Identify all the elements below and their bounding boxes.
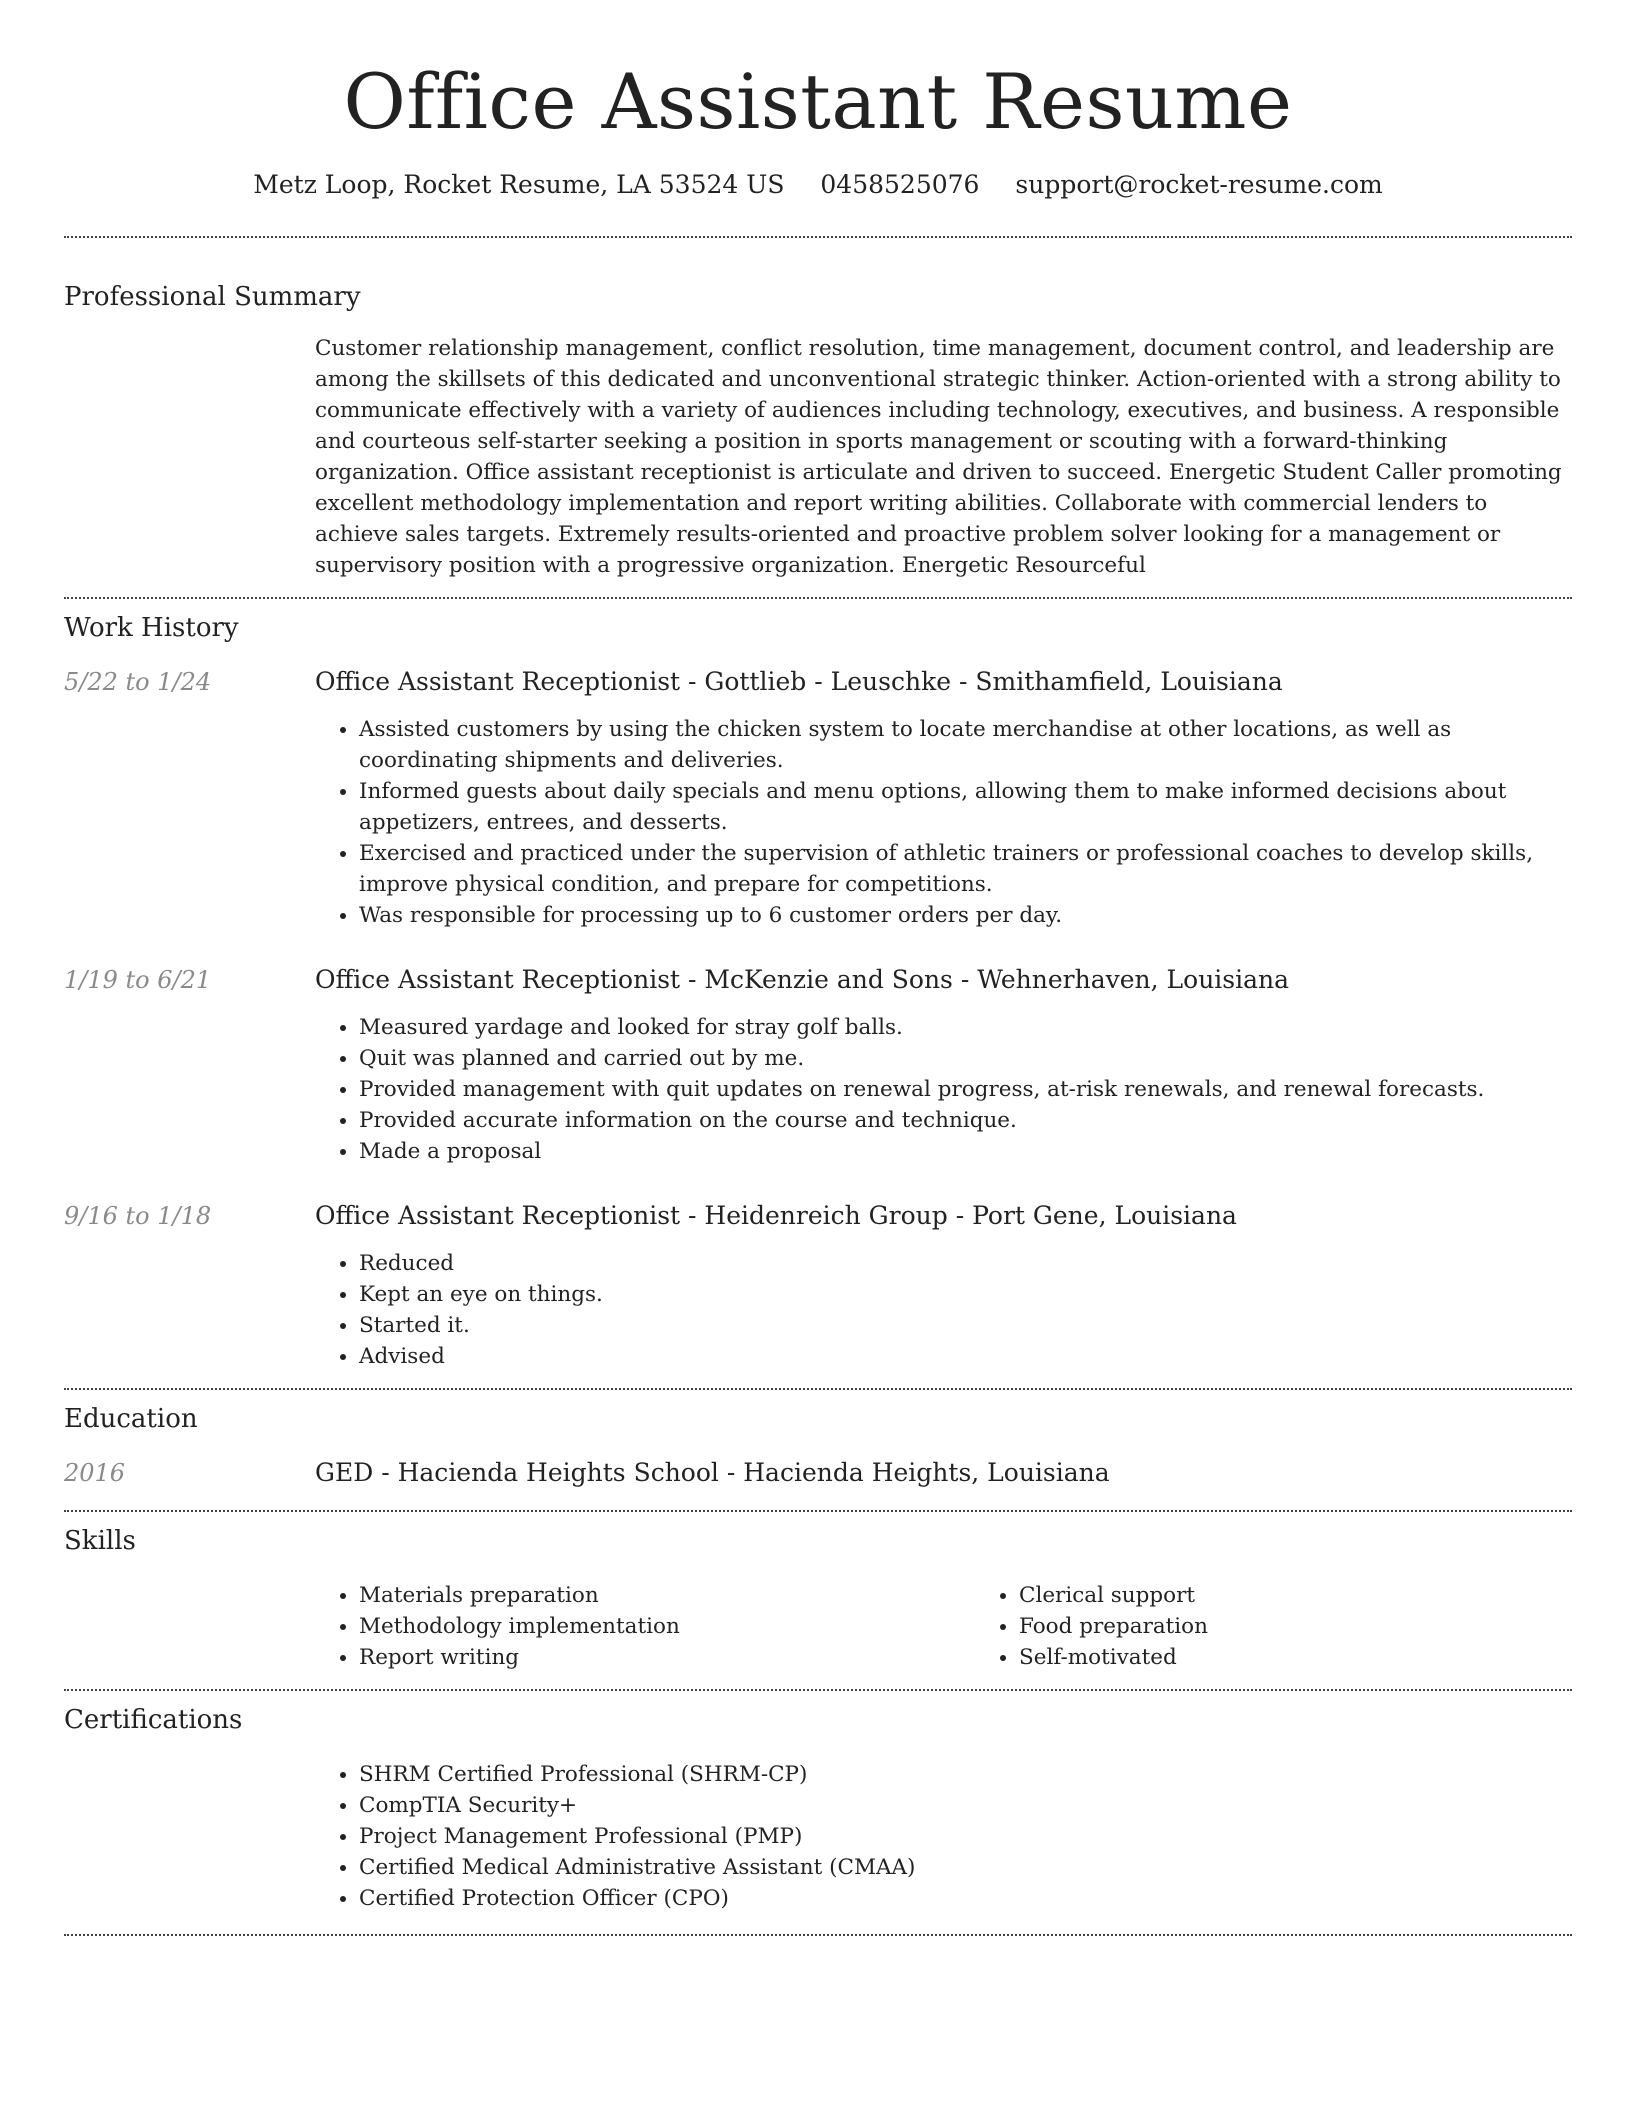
skill-item: • Materials preparation <box>359 1580 975 1611</box>
divider <box>64 1388 1572 1390</box>
job-duty: • Reduced <box>359 1248 1572 1279</box>
skills-list-col-1 <box>315 1580 975 1673</box>
job-duty: • Exercised and practiced under the supervision of athletic trainers or professional coaches to develop skills, improve physical condition, and prepare for competitions. <box>359 838 1572 900</box>
job-entry <box>64 963 1572 1167</box>
summary-text: Customer relationship management, conflict resolution, time management, document control, and leadership are among the skillsets of this dedicated and unconventional strategic thinker. Action-oriented with a strong ability to communicate effectively with a variety of audiences including technology, executives, and business. A responsible and courteous self-starter seeking a position in sports management or scouting with a forward-thinking organization. Office assistant receptionist is articulate and driven to succeed. Energetic Student Caller promoting excellent methodology implementation and report writing abilities. Collaborate with commercial lenders to achieve sales targets. Extremely results-oriented and proactive problem solver looking for a management or supervisory position with a progressive organization. Energetic Resourceful <box>315 336 1562 578</box>
job-title: Office Assistant Receptionist - McKenzie and Sons - Wehnerhaven, Louisiana <box>315 965 1290 994</box>
job-duties-list <box>315 1012 1572 1167</box>
certifications-row <box>64 1759 1572 1914</box>
contact-address: Metz Loop, Rocket Resume, LA 53524 US <box>253 170 785 199</box>
divider <box>64 236 1572 238</box>
contact-phone: 0458525076 <box>820 170 980 199</box>
certification-item: • Certified Medical Administrative Assistant (CMAA) <box>359 1852 1572 1883</box>
job-duty: • Kept an eye on things. <box>359 1279 1572 1310</box>
section-title-summary: Professional Summary <box>64 282 361 312</box>
skill-item: • Report writing <box>359 1642 975 1673</box>
job-duty: • Quit was planned and carried out by me. <box>359 1043 1572 1074</box>
skill-item: • Food preparation <box>1019 1611 1572 1642</box>
section-title-certifications: Certifications <box>64 1705 243 1735</box>
skill-item: • Clerical support <box>1019 1580 1572 1611</box>
education-entry <box>64 1456 1572 1490</box>
contact-line <box>64 168 1572 202</box>
divider <box>64 597 1572 599</box>
divider <box>64 1934 1572 1936</box>
job-title: Office Assistant Receptionist - Heidenreich Group - Port Gene, Louisiana <box>315 1201 1237 1230</box>
section-title-education: Education <box>64 1404 198 1434</box>
job-duty: • Informed guests about daily specials and menu options, allowing them to make informed decisions about appetizers, entrees, and desserts. <box>359 776 1572 838</box>
education-degree: GED - Hacienda Heights School - Hacienda Heights, Louisiana <box>315 1458 1110 1487</box>
job-dates: 9/16 to 1/18 <box>64 1202 212 1230</box>
job-dates: 5/22 to 1/24 <box>64 668 212 696</box>
job-title: Office Assistant Receptionist - Gottlieb - Leuschke - Smithamfield, Louisiana <box>315 667 1283 696</box>
job-entry <box>64 1199 1572 1372</box>
job-dates: 1/19 to 6/21 <box>64 966 212 994</box>
contact-email: support@rocket-resume.com <box>1015 170 1383 199</box>
skill-item: • Methodology implementation <box>359 1611 975 1642</box>
skills-list-col-2 <box>975 1580 1572 1673</box>
certification-item: • Project Management Professional (PMP) <box>359 1821 1572 1852</box>
resume-title: Office Assistant Resume <box>343 57 1293 146</box>
skills-row <box>64 1580 1572 1673</box>
certification-item: • SHRM Certified Professional (SHRM-CP) <box>359 1759 1572 1790</box>
job-duty: • Made a proposal <box>359 1136 1572 1167</box>
job-duty: • Provided accurate information on the course and technique. <box>359 1105 1572 1136</box>
certification-item: • Certified Protection Officer (CPO) <box>359 1883 1572 1914</box>
divider <box>64 1689 1572 1691</box>
section-title-work-history: Work History <box>64 613 239 643</box>
summary-row <box>64 333 1572 581</box>
job-duties-list <box>315 714 1572 931</box>
skill-item: • Self-motivated <box>1019 1642 1572 1673</box>
divider <box>64 1510 1572 1512</box>
job-entry <box>64 665 1572 931</box>
certification-item: • CompTIA Security+ <box>359 1790 1572 1821</box>
job-duty: • Advised <box>359 1341 1572 1372</box>
job-duty: • Assisted customers by using the chicken system to locate merchandise at other locations, as well as coordinating shipments and deliveries. <box>359 714 1572 776</box>
job-duty: • Was responsible for processing up to 6 customer orders per day. <box>359 900 1572 931</box>
job-duties-list <box>315 1248 1572 1372</box>
job-duty: • Started it. <box>359 1310 1572 1341</box>
resume-page <box>64 0 1572 1936</box>
certifications-list <box>315 1759 1572 1914</box>
job-duty: • Measured yardage and looked for stray golf balls. <box>359 1012 1572 1043</box>
section-title-skills: Skills <box>64 1526 136 1556</box>
education-year: 2016 <box>64 1459 126 1487</box>
job-duty: • Provided management with quit updates on renewal progress, at-risk renewals, and renewal forecasts. <box>359 1074 1572 1105</box>
